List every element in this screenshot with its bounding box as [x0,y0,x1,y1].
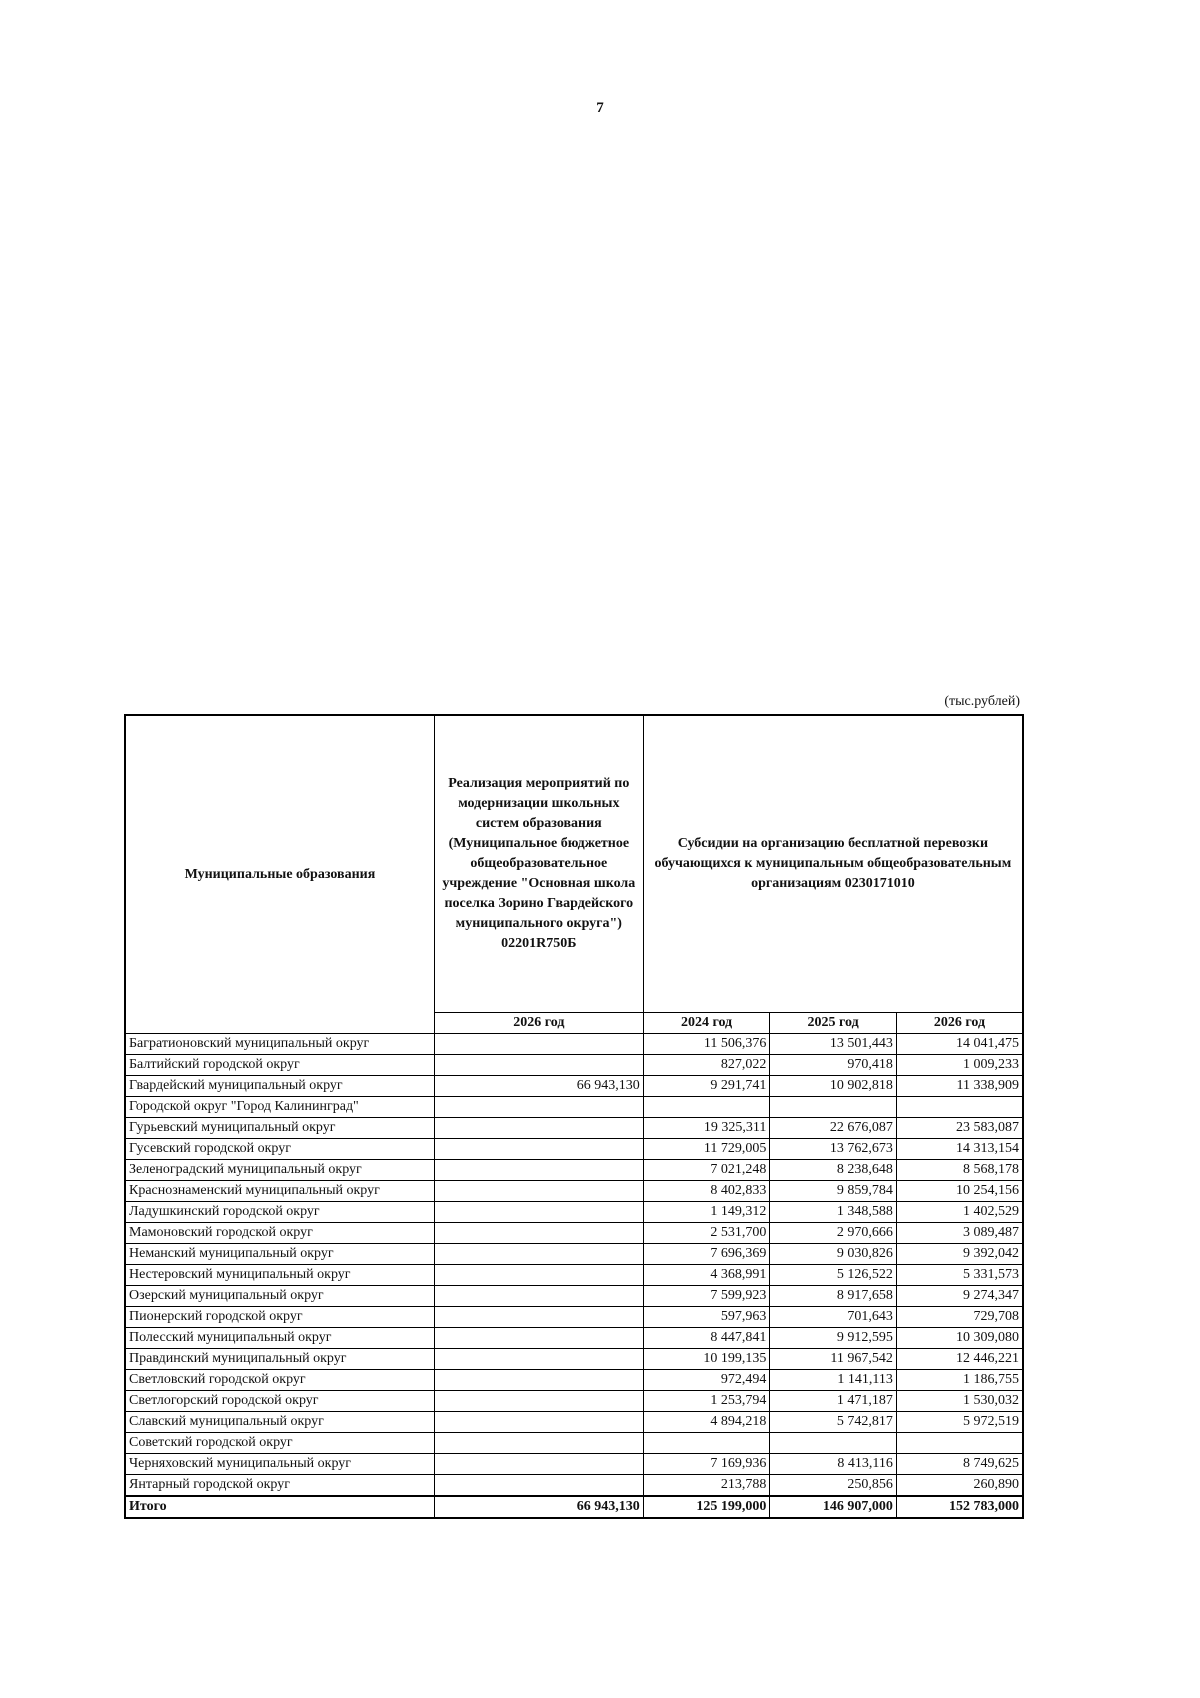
value-cell: 1 530,032 [896,1391,1023,1412]
value-cell: 213,788 [643,1475,770,1497]
municipality-name: Балтийский городской округ [125,1055,434,1076]
value-cell: 1 141,113 [770,1370,897,1391]
value-cell [896,1097,1023,1118]
table-row [125,1034,1023,1055]
value-cell: 9 030,826 [770,1244,897,1265]
value-cell: 7 169,936 [643,1454,770,1475]
value-cell [434,1202,643,1223]
table-row [125,1202,1023,1223]
municipality-name: Правдинский муниципальный округ [125,1349,434,1370]
value-cell: 10 309,080 [896,1328,1023,1349]
value-cell: 1 186,755 [896,1370,1023,1391]
value-cell [434,1475,643,1497]
value-cell: 1 402,529 [896,1202,1023,1223]
value-cell [434,1097,643,1118]
value-cell: 66 943,130 [434,1076,643,1097]
units-label: (тыс.рублей) [944,694,1020,709]
municipality-name: Янтарный городской округ [125,1475,434,1497]
value-cell: 250,856 [770,1475,897,1497]
total-cell: 66 943,130 [434,1496,643,1518]
value-cell: 14 041,475 [896,1034,1023,1055]
value-cell: 19 325,311 [643,1118,770,1139]
value-cell: 2 531,700 [643,1223,770,1244]
value-cell: 597,963 [643,1307,770,1328]
value-cell: 23 583,087 [896,1118,1023,1139]
municipality-name: Мамоновский городской округ [125,1223,434,1244]
value-cell [434,1391,643,1412]
table-row [125,1244,1023,1265]
value-cell: 5 331,573 [896,1265,1023,1286]
municipality-name: Зеленоградский муниципальный округ [125,1160,434,1181]
municipality-name: Ладушкинский городской округ [125,1202,434,1223]
value-cell: 12 446,221 [896,1349,1023,1370]
value-cell [643,1097,770,1118]
value-cell: 1 253,794 [643,1391,770,1412]
value-cell: 7 696,369 [643,1244,770,1265]
value-cell: 1 009,233 [896,1055,1023,1076]
value-cell: 701,643 [770,1307,897,1328]
municipality-name: Краснознаменский муниципальный округ [125,1181,434,1202]
subsidy-header: Субсидии на организацию бесплатной перевозки обучающихся к муниципальным общеобразовательным организациям 0230171010 [643,715,1023,1013]
value-cell: 13 501,443 [770,1034,897,1055]
value-cell [434,1055,643,1076]
value-cell [770,1433,897,1454]
value-cell [434,1454,643,1475]
municipality-name: Гвардейский муниципальный округ [125,1076,434,1097]
value-cell: 3 089,487 [896,1223,1023,1244]
year-header: 2026 год [434,1013,643,1034]
municipality-name: Городской округ "Город Калининград" [125,1097,434,1118]
table-row [125,1139,1023,1160]
value-cell: 22 676,087 [770,1118,897,1139]
municipality-name: Черняховский муниципальный округ [125,1454,434,1475]
value-cell [434,1118,643,1139]
value-cell: 8 447,841 [643,1328,770,1349]
value-cell: 9 274,347 [896,1286,1023,1307]
municipality-name: Гурьевский муниципальный округ [125,1118,434,1139]
table-row [125,1160,1023,1181]
value-cell: 1 471,187 [770,1391,897,1412]
value-cell: 11 729,005 [643,1139,770,1160]
value-cell: 827,022 [643,1055,770,1076]
municipality-name: Гусевский городской округ [125,1139,434,1160]
value-cell: 8 238,648 [770,1160,897,1181]
value-cell: 970,418 [770,1055,897,1076]
table-row [125,1349,1023,1370]
table-row [125,1097,1023,1118]
municipal-header: Муниципальные образования [125,715,434,1034]
table-row [125,1223,1023,1244]
table-row [125,1265,1023,1286]
value-cell: 5 742,817 [770,1412,897,1433]
page-number: 7 [596,100,604,116]
value-cell [434,1034,643,1055]
municipality-name: Нестеровский муниципальный округ [125,1265,434,1286]
table-row [125,1433,1023,1454]
value-cell: 972,494 [643,1370,770,1391]
subsidy-table [124,714,1024,1519]
value-cell: 11 967,542 [770,1349,897,1370]
value-cell: 8 749,625 [896,1454,1023,1475]
total-cell: 125 199,000 [643,1496,770,1518]
value-cell [434,1181,643,1202]
modernization-header: Реализация мероприятий по модернизации школьных систем образования (Муниципальное бюджетное общеобразовательное учреждение "Основная школа поселка Зорино Гвардейского муниципального округа") 02201R750Б [434,715,643,1013]
municipality-name: Неманский муниципальный округ [125,1244,434,1265]
table-row [125,1370,1023,1391]
value-cell [434,1139,643,1160]
table-row [125,1391,1023,1412]
value-cell: 260,890 [896,1475,1023,1497]
municipality-name: Багратионовский муниципальный округ [125,1034,434,1055]
value-cell: 9 912,595 [770,1328,897,1349]
value-cell [434,1286,643,1307]
table-row [125,1181,1023,1202]
value-cell: 10 254,156 [896,1181,1023,1202]
value-cell [434,1370,643,1391]
total-cell: 146 907,000 [770,1496,897,1518]
value-cell: 9 291,741 [643,1076,770,1097]
value-cell [896,1433,1023,1454]
value-cell: 5 972,519 [896,1412,1023,1433]
municipality-name: Светловский городской округ [125,1370,434,1391]
table-row [125,1454,1023,1475]
value-cell: 10 902,818 [770,1076,897,1097]
value-cell: 8 568,178 [896,1160,1023,1181]
total-cell: 152 783,000 [896,1496,1023,1518]
value-cell [434,1412,643,1433]
value-cell: 8 413,116 [770,1454,897,1475]
value-cell: 1 149,312 [643,1202,770,1223]
table-row [125,1475,1023,1497]
municipality-name: Славский муниципальный округ [125,1412,434,1433]
value-cell: 1 348,588 [770,1202,897,1223]
value-cell [434,1349,643,1370]
value-cell: 11 506,376 [643,1034,770,1055]
table-row [125,1328,1023,1349]
table-row [125,1286,1023,1307]
value-cell: 729,708 [896,1307,1023,1328]
municipality-name: Озерский муниципальный округ [125,1286,434,1307]
value-cell: 8 402,833 [643,1181,770,1202]
value-cell: 7 021,248 [643,1160,770,1181]
value-cell: 11 338,909 [896,1076,1023,1097]
total-row [125,1496,1023,1518]
municipality-name: Светлогорский городской округ [125,1391,434,1412]
municipality-name: Пионерский городской округ [125,1307,434,1328]
value-cell: 2 970,666 [770,1223,897,1244]
value-cell: 7 599,923 [643,1286,770,1307]
value-cell [434,1307,643,1328]
table-row [125,1055,1023,1076]
value-cell: 14 313,154 [896,1139,1023,1160]
table-row [125,1118,1023,1139]
value-cell [434,1265,643,1286]
value-cell [434,1244,643,1265]
value-cell [770,1097,897,1118]
total-label: Итого [125,1496,434,1518]
table-row [125,1412,1023,1433]
year-header: 2024 год [643,1013,770,1034]
value-cell: 9 859,784 [770,1181,897,1202]
value-cell: 4 894,218 [643,1412,770,1433]
value-cell [434,1223,643,1244]
value-cell [434,1328,643,1349]
value-cell: 10 199,135 [643,1349,770,1370]
value-cell: 5 126,522 [770,1265,897,1286]
value-cell [434,1433,643,1454]
value-cell [434,1160,643,1181]
year-header: 2025 год [770,1013,897,1034]
value-cell [643,1433,770,1454]
table-row [125,1307,1023,1328]
table-row [125,1076,1023,1097]
value-cell: 9 392,042 [896,1244,1023,1265]
value-cell: 8 917,658 [770,1286,897,1307]
municipality-name: Полесский муниципальный округ [125,1328,434,1349]
municipality-name: Советский городской округ [125,1433,434,1454]
value-cell: 13 762,673 [770,1139,897,1160]
table-header-row [125,715,1023,1013]
year-header: 2026 год [896,1013,1023,1034]
value-cell: 4 368,991 [643,1265,770,1286]
